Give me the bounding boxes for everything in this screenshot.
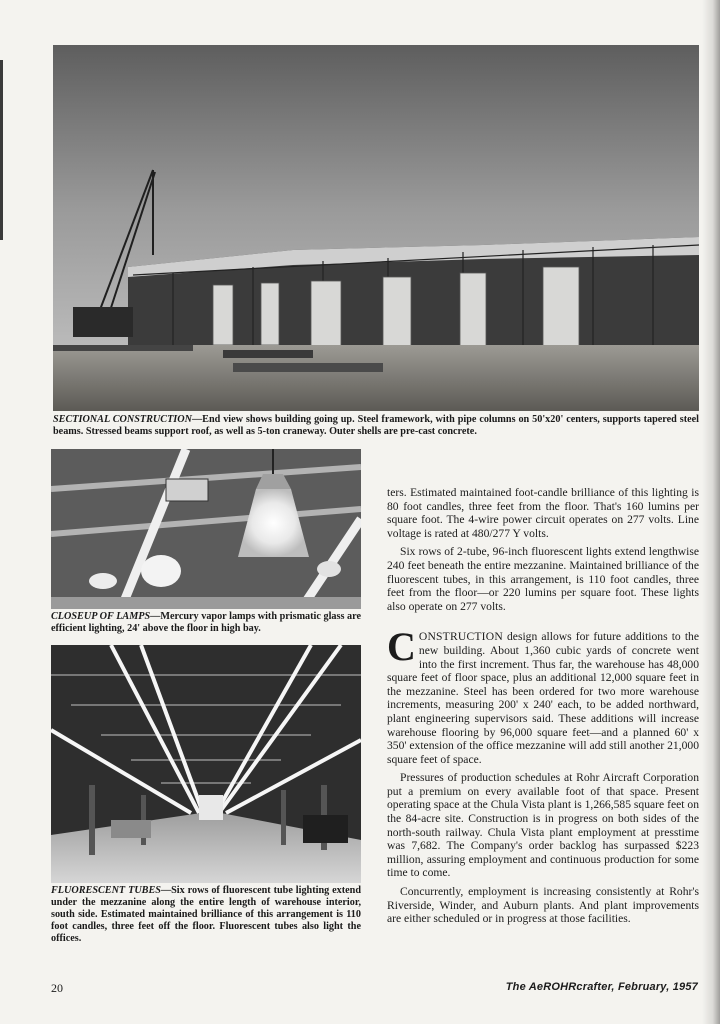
article-paragraph: Six rows of 2-tube, 96-inch fluorescent lights extend lengthwise 240 feet beneath the entire mezzanine. Maintained brilliance of the fluorescent tubes, in this arrangement, is 110 foot candles, three feet from the floor—or 220 lumins per square foot. These lights also operate on 277 volts. — [387, 545, 699, 613]
photo-closeup-lamps — [51, 449, 361, 609]
caption-heading: CLOSEUP OF LAMPS — [51, 611, 151, 622]
page-edge-mark — [0, 60, 3, 240]
caption-text: —Mercury vapor lamps with prismatic glass are efficient lighting, 24' above the floor in high bay. — [51, 611, 361, 634]
article-body — [387, 486, 699, 931]
photo-fluorescent-tubes — [51, 645, 361, 883]
drop-cap: C — [387, 624, 416, 670]
article-paragraph: Concurrently, employment is increasing consistently at Rohr's Riverside, Winder, and Auburn plants. And plant improvements are either scheduled or in progress at those facilities. — [387, 885, 699, 926]
page-number: 20 — [51, 981, 63, 995]
photo-sectional-construction — [53, 45, 699, 411]
caption-heading: SECTIONAL CONSTRUCTION — [53, 414, 192, 425]
caption-fluorescent-tubes — [51, 885, 361, 945]
caption-heading: FLUORESCENT TUBES — [51, 885, 161, 896]
paragraph-text: design allows for future additions to the new building. About 1,360 cubic yards of concrete went into the first increment. Thus far, the warehouse has 48,000 square feet of floor space, plus an additional 12,000 square feet in the mezzanine. Steel has been ordered for two more warehouse increments, measuring 200' x 240' each, to be added northward, plant engineering supervisors said. These additions will increase warehouse flooring by 96,000 square feet—and a planned 60' x 350' extension of the office mezzanine will add still another 21,000 square feet of space. — [387, 630, 699, 766]
caption-closeup-lamps — [51, 611, 361, 635]
article-paragraph: Pressures of production schedules at Rohr Aircraft Corporation put a premium on every available foot of that space. Present operating space at the Chula Vista plant is 1,266,585 square feet on the 84-acre site. Construction is in progress on both sides of the north-south railway. Chula Vista plant employment at presstime was 7,682. The Company's order backlog has surpassed $223 million, assuring employment and continuous production for some time to come. — [387, 771, 699, 880]
page-binding-shadow — [702, 0, 720, 1024]
article-paragraph: ters. Estimated maintained foot-candle brilliance of this lighting is 80 foot candles, three feet from the floor. That's 160 lumins per square foot. The 4-wire power circuit operates on 277 volts. Line voltage is rated at 480/277 Y volts. — [387, 486, 699, 540]
caption-text: —End view shows building going up. Steel framework, with pipe columns on 50'x20' centers, supports tapered steel beams. Stressed beams support roof, as well as 5-ton craneway. Outer shells are pre-cast concrete. — [53, 414, 699, 437]
caption-text: —Six rows of fluorescent tube lighting extend under the mezzanine along the entire length of warehouse interior, south side. Estimated maintained brilliance of this arrangement is 110 foot candles, three feet off the floor. Fluorescent tubes also light the offices. — [51, 885, 361, 944]
lead-in-caps: ONSTRUCTION — [418, 630, 503, 644]
magazine-footer: The AeROHRcrafter, February, 1957 — [505, 981, 698, 993]
caption-sectional-construction — [53, 414, 699, 438]
article-paragraph-construction — [387, 624, 699, 766]
